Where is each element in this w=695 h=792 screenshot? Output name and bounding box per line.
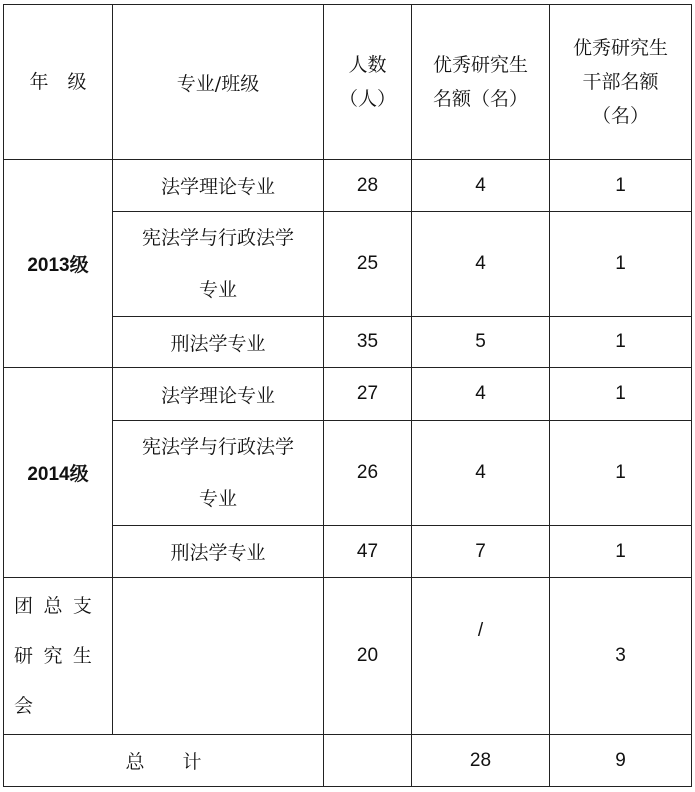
cadre-cell: 1 bbox=[550, 160, 692, 212]
cadre-cell: 1 bbox=[550, 421, 692, 526]
council-cadre: 3 bbox=[550, 578, 692, 735]
header-quota: 优秀研究生 名额（名） bbox=[412, 5, 550, 160]
cadre-cell: 1 bbox=[550, 317, 692, 368]
header-row bbox=[4, 5, 692, 160]
count-cell: 28 bbox=[324, 160, 412, 212]
quota-cell: 4 bbox=[412, 421, 550, 526]
header-cadre: 优秀研究生 干部名额 （名） bbox=[550, 5, 692, 160]
count-cell: 27 bbox=[324, 368, 412, 421]
count-cell: 47 bbox=[324, 526, 412, 578]
grade-cell-2013: 2013级 bbox=[4, 160, 113, 368]
council-row bbox=[4, 578, 692, 735]
total-count bbox=[324, 735, 412, 787]
total-row bbox=[4, 735, 692, 787]
cadre-cell: 1 bbox=[550, 368, 692, 421]
quota-cell: 5 bbox=[412, 317, 550, 368]
header-major: 专业/班级 bbox=[113, 5, 324, 160]
quota-cell: 4 bbox=[412, 160, 550, 212]
total-cadre: 9 bbox=[550, 735, 692, 787]
major-cell: 刑法学专业 bbox=[113, 526, 324, 578]
cadre-cell: 1 bbox=[550, 526, 692, 578]
header-count: 人数 （人） bbox=[324, 5, 412, 160]
council-major bbox=[113, 578, 324, 735]
cadre-cell: 1 bbox=[550, 212, 692, 317]
table-row bbox=[4, 368, 692, 421]
council-quota: / bbox=[412, 578, 550, 735]
major-cell: 法学理论专业 bbox=[113, 160, 324, 212]
quota-cell: 4 bbox=[412, 368, 550, 421]
total-label: 总 计 bbox=[4, 735, 324, 787]
major-cell: 宪法学与行政法学 专业 bbox=[113, 212, 324, 317]
total-quota: 28 bbox=[412, 735, 550, 787]
major-cell: 刑法学专业 bbox=[113, 317, 324, 368]
table-row bbox=[4, 160, 692, 212]
header-grade: 年 级 bbox=[4, 5, 113, 160]
council-count: 20 bbox=[324, 578, 412, 735]
quota-cell: 7 bbox=[412, 526, 550, 578]
count-cell: 25 bbox=[324, 212, 412, 317]
council-label: 团总支 研究生 会 bbox=[4, 578, 113, 735]
grade-cell-2014: 2014级 bbox=[4, 368, 113, 578]
major-cell: 宪法学与行政法学 专业 bbox=[113, 421, 324, 526]
count-cell: 35 bbox=[324, 317, 412, 368]
quota-table bbox=[3, 4, 692, 787]
quota-cell: 4 bbox=[412, 212, 550, 317]
count-cell: 26 bbox=[324, 421, 412, 526]
major-cell: 法学理论专业 bbox=[113, 368, 324, 421]
